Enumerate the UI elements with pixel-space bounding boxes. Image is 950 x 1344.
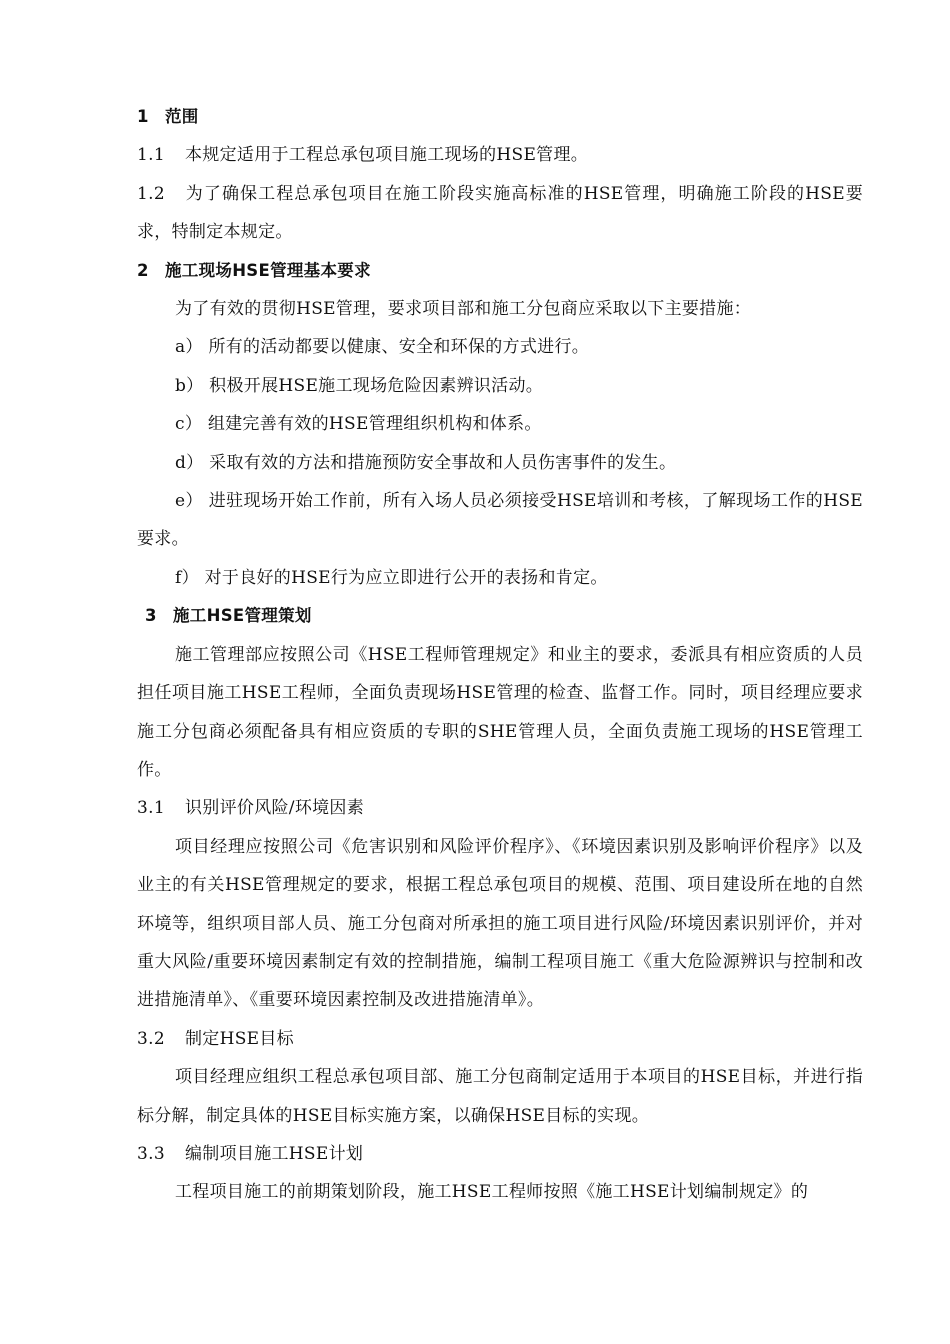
section-heading-2: 2 施工现场HSE管理基本要求	[137, 260, 371, 280]
paragraph-hse-plan: 工程项目施工的前期策划阶段，施工HSE工程师按照《施工HSE计划编制规定》的	[175, 1182, 809, 1203]
clause-3-3: 3.3 编制项目施工HSE计划	[137, 1143, 364, 1164]
paragraph-intro-measures: 为了有效的贯彻HSE管理，要求项目部和施工分包商应采取以下主要措施：	[175, 299, 752, 320]
list-item-f: f） 对于良好的HSE行为应立即进行公开的表扬和肯定。	[175, 567, 608, 588]
list-item-e: e） 进驻现场开始工作前，所有入场人员必须接受HSE培训和考核，了解现场工作的HSE要求。	[137, 491, 863, 550]
paragraph-risk-identification: 项目经理应按照公司《危害识别和风险评价程序》、《环境因素识别及影响评价程序》以及业主的有关HSE管理规定的要求，根据工程总承包项目的规模、范围、项目建设所在地的自然环境等，组织项目部人员、施工分包商对所承担的施工项目进行风险/环境因素识别评价，并对重大风险/重要环境因素制定有效的控制措施，编制工程项目施工《重大危险源辨识与控制和改进措施清单》、《重要环境因素控制及改进措施清单》。	[137, 836, 863, 1011]
document-body	[137, 98, 863, 1212]
clause-1-1: 1.1 本规定适用于工程总承包项目施工现场的HSE管理。	[137, 145, 589, 166]
list-item-a: a） 所有的活动都要以健康、安全和环保的方式进行。	[175, 337, 590, 358]
list-item-b: b） 积极开展HSE施工现场危险因素辨识活动。	[175, 375, 544, 396]
section-heading-3: 3 施工HSE管理策划	[145, 606, 312, 626]
list-item-c: c） 组建完善有效的HSE管理组织机构和体系。	[175, 414, 542, 435]
clause-1-2: 1.2 为了确保工程总承包项目在施工阶段实施高标准的HSE管理，明确施工阶段的HSE要求，特制定本规定。	[137, 183, 863, 243]
paragraph-hse-planning: 施工管理部应按照公司《HSE工程师管理规定》和业主的要求，委派具有相应资质的人员担任项目施工HSE工程师，全面负责现场HSE管理的检查、监督工作。同时，项目经理应要求施工分包商必须配备具有相应资质的专职的SHE管理人员，全面负责施工现场的HSE管理工作。	[137, 644, 863, 780]
section-heading-1: 1 范围	[137, 107, 199, 126]
paragraph-hse-targets: 项目经理应组织工程总承包项目部、施工分包商制定适用于本项目的HSE目标，并进行指标分解，制定具体的HSE目标实施方案，以确保HSE目标的实现。	[137, 1067, 863, 1126]
clause-3-2: 3.2 制定HSE目标	[137, 1028, 294, 1049]
clause-3-1: 3.1 识别评价风险/环境因素	[137, 798, 365, 819]
list-item-d: d） 采取有效的方法和措施预防安全事故和人员伤害事件的发生。	[175, 452, 677, 473]
